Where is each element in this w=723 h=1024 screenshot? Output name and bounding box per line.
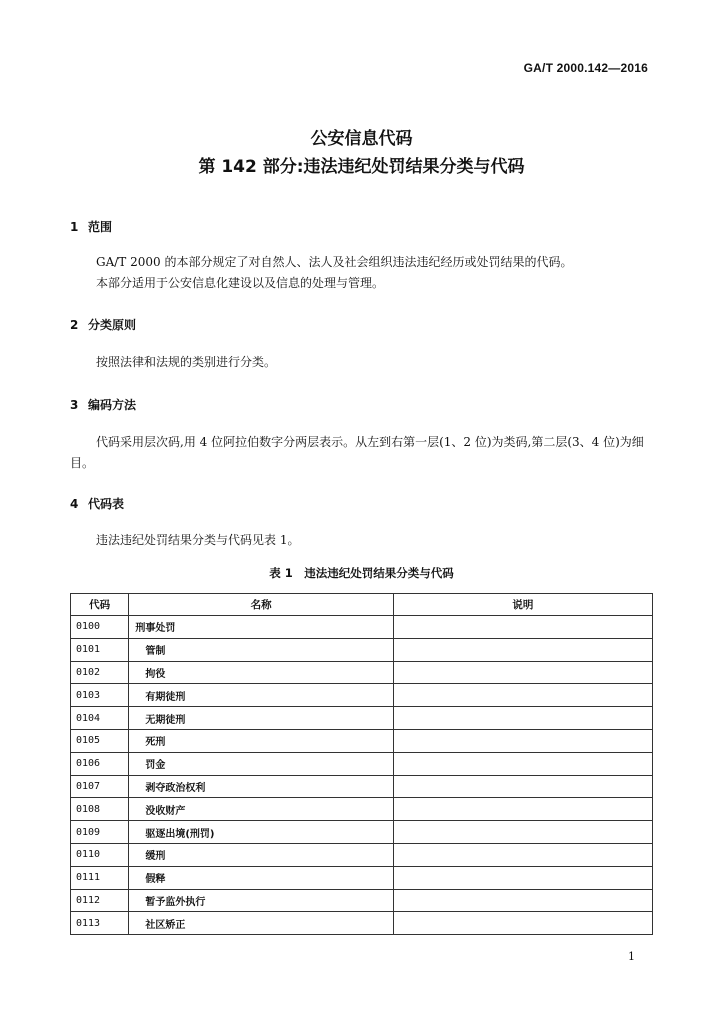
description-cell [393, 821, 652, 844]
code-cell: 0113 [71, 912, 129, 935]
table-row [71, 638, 653, 661]
code-cell: 0112 [71, 889, 129, 912]
table-row [71, 775, 653, 798]
code-cell: 0105 [71, 729, 129, 752]
table-row [71, 707, 653, 730]
section-heading-code-table [70, 495, 124, 512]
section-number: 4 [70, 497, 79, 511]
paragraph: 代码采用层次码,用 4 位阿拉伯数字分两层表示。从左到右第一层(1、2 位)为类码,第二层(3、4 位)为细目。 [70, 435, 644, 470]
name-cell: 无期徒刑 [129, 707, 394, 730]
table-row [71, 798, 653, 821]
document-title-line1: 公安信息代码 [310, 129, 413, 149]
name-cell: 剥夺政治权利 [129, 775, 394, 798]
name-cell: 罚金 [129, 752, 394, 775]
column-header-name: 名称 [129, 594, 394, 616]
section-heading-coding-method [70, 396, 136, 413]
description-cell [393, 729, 652, 752]
code-cell: 0106 [71, 752, 129, 775]
code-cell: 0100 [71, 616, 129, 639]
name-cell: 缓刑 [129, 843, 394, 866]
column-header-description: 说明 [393, 594, 652, 616]
code-table [70, 593, 653, 935]
table-row [71, 866, 653, 889]
section-title: 代码表 [88, 497, 125, 511]
section-title: 分类原则 [88, 318, 137, 332]
description-cell [393, 843, 652, 866]
table-row [71, 843, 653, 866]
name-cell: 社区矫正 [129, 912, 394, 935]
section-number: 2 [70, 318, 79, 332]
code-cell: 0104 [71, 707, 129, 730]
section-title: 范围 [88, 220, 113, 234]
name-cell: 假释 [129, 866, 394, 889]
code-cell: 0101 [71, 638, 129, 661]
description-cell [393, 866, 652, 889]
code-cell: 0107 [71, 775, 129, 798]
description-cell [393, 889, 652, 912]
page-number: 1 [628, 950, 635, 963]
name-cell: 暂予监外执行 [129, 889, 394, 912]
name-cell: 拘役 [129, 661, 394, 684]
description-cell [393, 638, 652, 661]
table-header-row [71, 594, 653, 616]
name-cell: 死刑 [129, 729, 394, 752]
code-cell: 0103 [71, 684, 129, 707]
paragraph: 按照法律和法规的类别进行分类。 [96, 355, 277, 369]
table-row [71, 684, 653, 707]
paragraph: GA/T 2000 的本部分规定了对自然人、法人及社会组织违法违纪经历或处罚结果的代码。 [96, 255, 573, 269]
description-cell [393, 616, 652, 639]
description-cell [393, 912, 652, 935]
section-heading-principle [70, 316, 136, 333]
section-number: 3 [70, 398, 79, 412]
paragraph: 违法违纪处罚结果分类与代码见表 1。 [96, 533, 300, 547]
table-caption: 表 1 违法违纪处罚结果分类与代码 [269, 566, 454, 580]
code-cell: 0108 [71, 798, 129, 821]
name-cell: 驱逐出境(刑罚) [129, 821, 394, 844]
code-cell: 0111 [71, 866, 129, 889]
section-title: 编码方法 [88, 398, 137, 412]
name-cell: 管制 [129, 638, 394, 661]
description-cell [393, 775, 652, 798]
section-heading-scope [70, 218, 112, 235]
code-cell: 0102 [71, 661, 129, 684]
table-row [71, 729, 653, 752]
name-cell: 没收财产 [129, 798, 394, 821]
table-row [71, 616, 653, 639]
section-number: 1 [70, 220, 79, 234]
name-cell: 刑事处罚 [129, 616, 394, 639]
column-header-code: 代码 [71, 594, 129, 616]
code-cell: 0109 [71, 821, 129, 844]
description-cell [393, 707, 652, 730]
table-row [71, 661, 653, 684]
description-cell [393, 752, 652, 775]
description-cell [393, 684, 652, 707]
standard-number: GA/T 2000.142—2016 [523, 61, 648, 75]
description-cell [393, 661, 652, 684]
name-cell: 有期徒刑 [129, 684, 394, 707]
document-title-line2: 第 142 部分:违法违纪处罚结果分类与代码 [198, 157, 525, 177]
code-cell: 0110 [71, 843, 129, 866]
table-row [71, 752, 653, 775]
table-row [71, 912, 653, 935]
table-row [71, 821, 653, 844]
table-row [71, 889, 653, 912]
paragraph: 本部分适用于公安信息化建设以及信息的处理与管理。 [96, 276, 385, 290]
description-cell [393, 798, 652, 821]
